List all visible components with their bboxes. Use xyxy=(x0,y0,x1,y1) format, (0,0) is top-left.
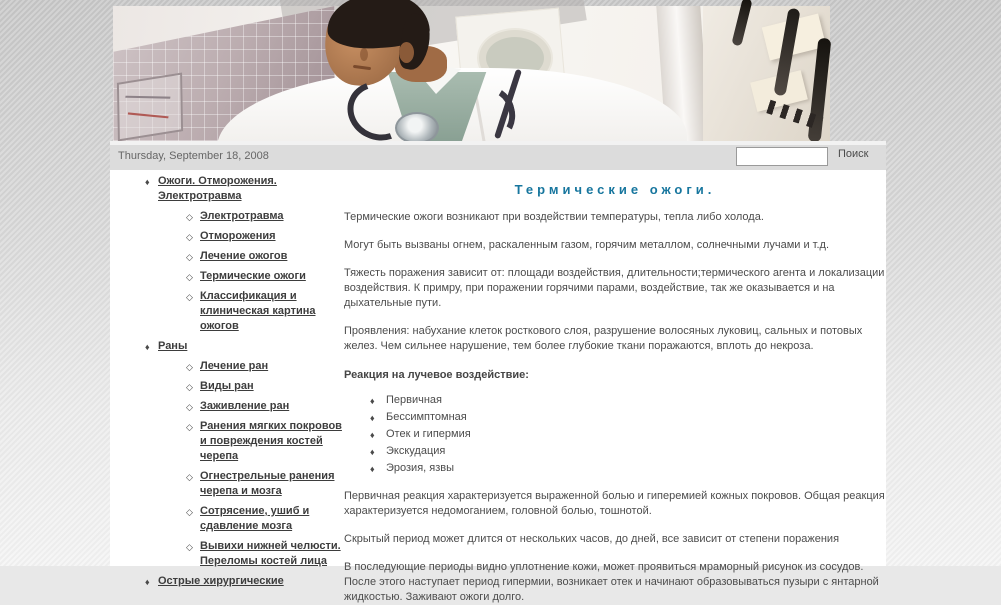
sidebar-link[interactable]: Заживление ран xyxy=(200,400,290,412)
sidebar-link[interactable]: Острые хирургические xyxy=(158,575,284,587)
reaction-item-label: Первичная xyxy=(386,394,443,406)
sidebar-link[interactable]: Огнестрельные ранения черепа и мозга xyxy=(200,470,335,497)
sidebar-link[interactable]: Ранения мягких покровов и повреждения костей черепа xyxy=(200,420,342,462)
article xyxy=(344,170,886,605)
article-paragraph: Тяжесть поражения зависит от: площади воздействия, длительности;термического агента и локализации воздействия. К примру, при поражении горячими парами, воздействие, так же оказывается и на дыхательные пути. xyxy=(344,267,885,309)
diamond-hollow-bullet-icon: ◇ xyxy=(186,292,193,302)
article-paragraph: Проявления: набухание клеток росткового слоя, разрушение волосяных луковиц, сальных и потовых желез. Чем сильнее нарушение, тем более глубокие ткани поражаются, вплоть до некроза. xyxy=(344,325,863,352)
diamond-filled-bullet-icon: ♦ xyxy=(370,413,375,423)
date-search-bar xyxy=(110,141,886,170)
sidebar-nav-list xyxy=(110,174,344,589)
sidebar-item xyxy=(110,419,344,464)
doctor-nose-shape xyxy=(360,48,368,61)
diamond-hollow-bullet-icon: ◇ xyxy=(186,422,193,432)
diamond-filled-bullet-icon: ♦ xyxy=(370,396,375,406)
stethoscope-chestpiece-icon xyxy=(395,112,439,144)
diamond-filled-bullet-icon: ♦ xyxy=(370,430,375,440)
diamond-hollow-bullet-icon: ◇ xyxy=(186,472,193,482)
reaction-item-label: Экскудация xyxy=(386,445,446,457)
sidebar-link[interactable]: Термические ожоги xyxy=(200,270,306,282)
reaction-list-item xyxy=(370,410,886,425)
clinic-photo xyxy=(113,6,830,141)
diamond-hollow-bullet-icon: ◇ xyxy=(186,212,193,222)
article-closing xyxy=(344,489,886,605)
reaction-list-item xyxy=(370,461,886,476)
sidebar-item xyxy=(110,379,344,394)
sidebar-link[interactable]: Виды ран xyxy=(200,380,254,392)
sidebar-item xyxy=(110,289,344,334)
sidebar-navigation xyxy=(110,174,344,594)
article-intro xyxy=(344,210,886,354)
reaction-list-item xyxy=(370,393,886,408)
sidebar-link[interactable]: Электротравма xyxy=(200,210,284,222)
sidebar-item xyxy=(110,469,344,499)
sidebar-item xyxy=(110,249,344,264)
article-paragraph: Могут быть вызваны огнем, раскаленным газом, горячим металлом, солнечными лучами и т.д. xyxy=(344,239,830,251)
sidebar-item xyxy=(110,339,344,354)
reaction-item-label: Эрозия, язвы xyxy=(386,462,455,474)
sidebar-item xyxy=(110,504,344,534)
reaction-item-label: Отек и гипермия xyxy=(386,428,471,440)
diamond-filled-bullet-icon: ♦ xyxy=(145,577,150,587)
diamond-hollow-bullet-icon: ◇ xyxy=(186,402,193,412)
reaction-list-item xyxy=(370,427,886,442)
search-input[interactable] xyxy=(736,147,828,166)
article-paragraph: Скрытый период может длится от нескольких часов, до дней, все зависит от степени поражения xyxy=(344,533,840,545)
content-area xyxy=(110,170,886,603)
sidebar-item xyxy=(110,399,344,414)
diamond-hollow-bullet-icon: ◇ xyxy=(186,362,193,372)
sidebar-link[interactable]: Лечение ожогов xyxy=(200,250,288,262)
search-button[interactable]: Поиск xyxy=(838,148,869,160)
reaction-list xyxy=(370,393,886,476)
diamond-filled-bullet-icon: ♦ xyxy=(145,342,150,352)
sidebar-link[interactable]: Вывихи нижней челюсти. Переломы костей лица xyxy=(200,540,341,567)
diamond-hollow-bullet-icon: ◇ xyxy=(186,252,193,262)
sidebar-link[interactable]: Раны xyxy=(158,340,188,352)
article-paragraph: Термические ожоги возникают при воздействии температуры, тепла либо холода. xyxy=(344,211,764,223)
sidebar-item xyxy=(110,209,344,224)
sidebar-item xyxy=(110,539,344,569)
page-title: Термические ожоги. xyxy=(514,182,716,197)
sidebar-link[interactable]: Отморожения xyxy=(200,230,276,242)
diamond-hollow-bullet-icon: ◇ xyxy=(186,507,193,517)
diamond-filled-bullet-icon: ♦ xyxy=(145,177,150,187)
article-paragraph: Первичная реакция характеризуется выраженной болью и гиперемией кожных покровов. Общая реакция характеризуется недомоганием, головной болью, тошнотой. xyxy=(344,490,885,517)
sidebar-link[interactable]: Ожоги. Отморожения. Электротравма xyxy=(158,175,277,202)
diamond-hollow-bullet-icon: ◇ xyxy=(186,542,193,552)
wall-chart-shape xyxy=(117,73,183,142)
sidebar-item xyxy=(110,229,344,244)
sidebar-item xyxy=(110,574,344,589)
diamond-filled-bullet-icon: ♦ xyxy=(370,464,375,474)
diamond-hollow-bullet-icon: ◇ xyxy=(186,272,193,282)
reaction-list-heading: Реакция на лучевое воздействие: xyxy=(344,369,529,381)
diamond-hollow-bullet-icon: ◇ xyxy=(186,382,193,392)
article-paragraph: В последующие периоды видно уплотнение кожи, может проявиться мраморный рисунок из сосудов. После этого наступает период гипермии, возникает отек и начинают образовываться пузыри с янтарной жидкостью. Заживают ожоги долго. xyxy=(344,561,879,603)
sidebar-link[interactable]: Лечение ран xyxy=(200,360,269,372)
reaction-item-label: Бессимптомная xyxy=(386,411,467,423)
sidebar-item xyxy=(110,359,344,374)
sidebar-item xyxy=(110,269,344,284)
diamond-filled-bullet-icon: ♦ xyxy=(370,447,375,457)
doctor-ear-shape xyxy=(399,42,414,63)
sidebar-link[interactable]: Сотрясение, ушиб и сдавление мозга xyxy=(200,505,310,532)
diamond-hollow-bullet-icon: ◇ xyxy=(186,232,193,242)
current-date-label: Thursday, September 18, 2008 xyxy=(118,150,269,162)
reaction-list-item xyxy=(370,444,886,459)
sidebar-item xyxy=(110,174,344,204)
sidebar-link[interactable]: Классификация и клиническая картина ожогов xyxy=(200,290,316,332)
